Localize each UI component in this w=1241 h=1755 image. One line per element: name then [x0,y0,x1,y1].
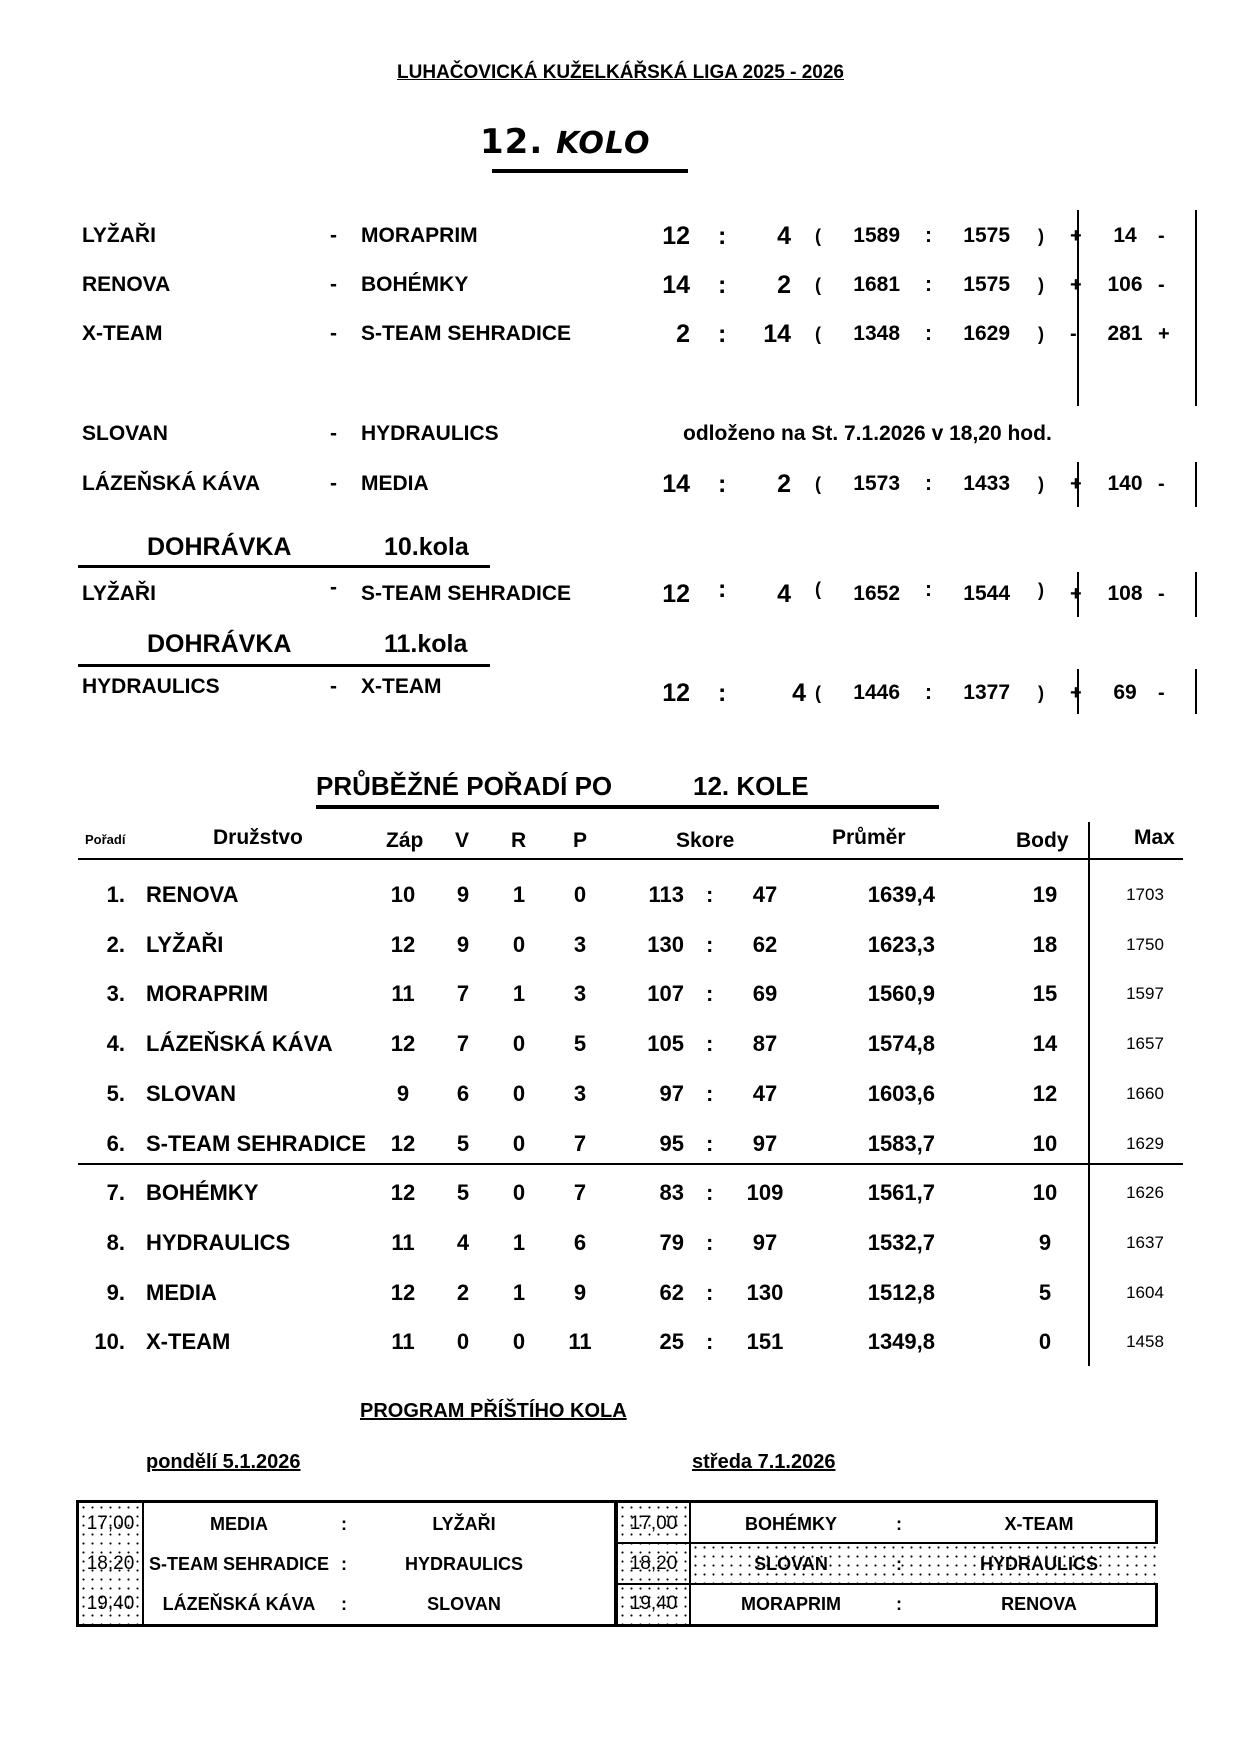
points-home: 14 [662,470,690,498]
average-cell: 1583,7 [867,1130,935,1156]
max-cell: 1657 [1126,1034,1164,1054]
points-away: 2 [777,470,791,498]
match-row [0,576,1241,612]
score-colon: : [706,882,714,907]
max-cell: 1597 [1126,984,1164,1004]
day-date: středa 7.1.2026 [692,1451,836,1473]
max-cell: 1604 [1126,1282,1164,1302]
won-cell: 2 [456,1279,470,1305]
standings-row [0,1273,1241,1313]
standings-underline [316,805,939,809]
separator: - [330,224,337,247]
max-cell: 1750 [1126,934,1164,954]
points-away: 4 [777,222,791,250]
rank-cell: 5. [106,1080,125,1106]
drawn-cell: 0 [512,1080,526,1106]
colon: : [925,273,932,296]
won-cell: 7 [456,981,470,1007]
max-cell: 1703 [1126,885,1164,904]
game-away: LYŽAŘI [432,1514,496,1534]
paren-open: ( [815,474,821,494]
pins-home: 1573 [853,472,900,495]
won-cell: 5 [456,1180,470,1206]
away-team: S-TEAM SEHRADICE [361,322,572,345]
colon: : [925,322,932,345]
game-colon: : [341,1514,347,1534]
paren-open: ( [815,579,821,599]
colon: : [925,472,932,495]
standings-row [0,1024,1241,1064]
separator: - [330,675,337,698]
colon: : [925,224,932,247]
score-for-cell: 79 [659,1229,684,1255]
game-colon: : [896,1554,902,1574]
points-cell: 18 [1032,931,1058,957]
rank-cell: 6. [106,1130,125,1156]
sign-right: - [1158,682,1165,704]
match-row [0,466,1241,502]
match-row [0,316,1241,352]
team-cell: SLOVAN [146,1080,237,1106]
points-home: 12 [662,222,690,250]
game-away: RENOVA [1001,1594,1077,1614]
separator: - [330,472,337,495]
average-cell: 1532,7 [867,1229,935,1255]
score-for-cell: 97 [659,1080,684,1106]
program-table [76,1500,1158,1627]
points-cell: 10 [1032,1180,1058,1206]
colon: : [925,578,932,601]
day-date: pondělí 5.1.2026 [146,1451,301,1473]
won-cell: 6 [456,1080,470,1106]
game-time: 17,00 [629,1513,678,1534]
sign-left: + [1070,225,1082,247]
game-home: BOHÉMKY [744,1514,837,1534]
lost-cell: 7 [573,1130,587,1156]
makeup-round: 10.kola [384,533,469,561]
game-away: HYDRAULICS [404,1554,523,1574]
standings-round: 12. KOLE [693,771,809,801]
sign-left: - [1070,323,1077,345]
max-cell: 1660 [1126,1083,1164,1103]
col-played-header: Záp [386,829,424,852]
lost-cell: 6 [573,1229,587,1255]
separator: - [330,576,337,599]
pin-difference: 14 [1113,224,1137,247]
paren-close: ) [1038,683,1044,703]
points-cell: 12 [1032,1080,1058,1106]
standings-row [0,1223,1241,1263]
played-cell: 10 [390,882,416,907]
col-rank-header: Pořadí [85,832,126,847]
colon: : [718,575,727,603]
team-cell: X-TEAM [146,1329,231,1355]
makeup-round: 11.kola [384,630,468,658]
game-time: 17,00 [86,1513,135,1534]
game-home: SLOVAN [754,1554,828,1574]
pins-away: 1544 [963,582,1010,605]
col-lost-header: P [573,829,588,852]
team-cell: RENOVA [146,882,239,907]
played-cell: 12 [390,931,416,957]
sign-right: + [1158,323,1170,345]
colon: : [925,681,932,704]
won-cell: 4 [456,1229,470,1255]
match-row-postponed [0,416,1241,452]
pin-difference: 69 [1113,681,1137,704]
score-colon: : [706,1080,714,1106]
points-cell: 10 [1032,1130,1058,1156]
col-points-header: Body [1016,829,1069,852]
score-colon: : [706,1229,714,1255]
score-against-cell: 69 [752,981,778,1007]
header-rule [78,858,1183,860]
game-colon: : [896,1594,902,1614]
home-team: SLOVAN [82,422,168,445]
score-for-cell: 105 [647,1031,684,1057]
game-away: X-TEAM [1004,1514,1074,1534]
team-cell: BOHÉMKY [146,1180,259,1206]
played-cell: 11 [391,1329,415,1355]
game-colon: : [896,1514,902,1534]
game-home: LÁZEŇSKÁ KÁVA [162,1594,316,1614]
drawn-cell: 1 [512,882,526,907]
pin-difference: 281 [1107,322,1143,345]
average-cell: 1349,8 [867,1329,935,1355]
standings-row [0,925,1241,965]
points-away: 2 [777,271,791,299]
points-cell: 15 [1032,981,1058,1007]
separator: - [330,422,337,445]
game-away: HYDRAULICS [979,1554,1098,1574]
team-cell: S-TEAM SEHRADICE [146,1130,367,1156]
score-against-cell: 87 [752,1031,778,1057]
score-for-cell: 83 [659,1180,684,1206]
drawn-cell: 0 [512,1180,526,1206]
round-underline [492,169,688,173]
home-team: LYŽAŘI [82,224,156,247]
score-for-cell: 25 [659,1329,684,1355]
game-away: SLOVAN [427,1594,501,1614]
played-cell: 12 [390,1279,416,1305]
col-team-header: Družstvo [213,826,303,849]
max-cell: 1629 [1126,1133,1164,1153]
paren-close: ) [1038,474,1044,494]
score-against-cell: 97 [752,1229,778,1255]
lost-cell: 0 [573,882,587,907]
average-cell: 1561,7 [867,1180,935,1206]
home-team: HYDRAULICS [82,675,220,698]
game-home: S-TEAM SEHRADICE [148,1554,329,1574]
drawn-cell: 1 [512,1279,526,1305]
points-cell: 14 [1032,1031,1058,1057]
score-against-cell: 97 [752,1130,778,1156]
lost-cell: 5 [573,1031,587,1057]
sign-right: - [1158,583,1165,605]
pin-difference: 108 [1107,582,1143,605]
score-for-cell: 95 [659,1130,684,1156]
game-time: 19,40 [629,1593,678,1614]
separator: - [330,273,337,296]
away-team: X-TEAM [361,675,442,698]
standings-row [0,1124,1241,1164]
pins-home: 1446 [853,681,900,704]
points-away: 4 [777,580,791,608]
points-home: 2 [676,320,690,348]
sign-left: + [1070,583,1082,605]
score-for-cell: 62 [659,1279,684,1305]
score-colon: : [706,1329,714,1355]
drawn-cell: 1 [512,981,526,1007]
drawn-cell: 0 [512,1329,526,1355]
col-average-header: Průměr [832,826,906,849]
pin-difference: 106 [1107,273,1143,296]
played-cell: 12 [390,1130,416,1156]
col-won-header: V [455,829,470,852]
sign-right: - [1158,473,1165,495]
game-home: MEDIA [210,1514,268,1534]
played-cell: 9 [396,1080,410,1106]
pin-difference: 140 [1107,472,1143,495]
score-colon: : [706,931,714,957]
won-cell: 7 [456,1031,470,1057]
paren-open: ( [815,275,821,295]
score-colon: : [706,1279,714,1305]
lost-cell: 7 [573,1180,587,1206]
score-colon: : [706,1031,714,1057]
game-time: 18,20 [629,1553,678,1574]
home-team: X-TEAM [82,322,163,345]
home-team: RENOVA [82,273,171,296]
score-for-cell: 107 [647,981,684,1007]
team-cell: MORAPRIM [146,981,269,1007]
col-score-header: Skore [676,829,735,852]
points-away: 14 [763,320,791,348]
makeup-underline [78,664,490,667]
lost-cell: 3 [573,1080,587,1106]
paren-close: ) [1038,275,1044,295]
rank-cell: 4. [106,1031,125,1057]
average-cell: 1623,3 [867,931,935,957]
makeup-underline [78,565,490,568]
score-against-cell: 109 [746,1180,784,1206]
standings-row [0,1322,1241,1362]
average-cell: 1639,4 [867,882,935,907]
match-row-score [0,675,1241,711]
rank-cell: 7. [106,1180,125,1206]
max-cell: 1626 [1126,1183,1164,1203]
played-cell: 12 [390,1180,416,1206]
points-home: 12 [662,580,690,608]
round-word: KOLO [556,126,651,161]
rank-cell: 3. [106,981,125,1007]
won-cell: 5 [456,1130,470,1156]
match-row [0,267,1241,303]
rank-cell: 2. [106,931,125,957]
points-cell: 5 [1038,1279,1052,1305]
standings-title: PRŮBĚŽNÉ POŘADÍ PO [316,771,613,801]
sign-left: + [1070,682,1082,704]
rank-cell: 10. [94,1329,125,1355]
program-title: PROGRAM PŘÍŠTÍHO KOLA [360,1400,627,1422]
drawn-cell: 0 [512,931,526,957]
game-time: 18,20 [86,1553,135,1574]
score-against-cell: 151 [746,1329,784,1355]
points-cell: 9 [1038,1229,1052,1255]
played-cell: 11 [391,981,415,1007]
paren-close: ) [1038,226,1044,246]
away-team: HYDRAULICS [361,422,499,445]
away-team: MEDIA [361,472,429,495]
pins-home: 1589 [853,224,900,247]
score-colon: : [706,1180,714,1206]
drawn-cell: 0 [512,1130,526,1156]
game-home: MORAPRIM [741,1594,841,1614]
rank-cell: 9. [106,1279,125,1305]
won-cell: 0 [456,1329,470,1355]
score-for-cell: 130 [647,931,684,957]
rank-cell: 8. [106,1229,125,1255]
colon: : [718,679,727,707]
col-drawn-header: R [511,829,527,852]
average-cell: 1560,9 [867,981,935,1007]
score-colon: : [706,981,714,1007]
team-cell: LYŽAŘI [146,931,224,957]
team-cell: LÁZEŇSKÁ KÁVA [146,1031,333,1057]
rank-cell: 1. [106,882,125,907]
game-colon: : [341,1554,347,1574]
sign-right: - [1158,225,1165,247]
round-number: 12. [480,122,544,162]
paren-close: ) [1038,324,1044,344]
paren-open: ( [815,324,821,344]
colon: : [718,470,727,498]
away-team: BOHÉMKY [361,273,469,296]
standings-row [0,1074,1241,1114]
makeup-label: DOHRÁVKA [147,630,292,658]
pins-home: 1348 [853,322,900,345]
points-cell: 0 [1038,1329,1052,1355]
score-against-cell: 130 [746,1279,784,1305]
drawn-cell: 0 [512,1031,526,1057]
score-for-cell: 113 [648,882,684,907]
average-cell: 1603,6 [867,1080,935,1106]
pins-away: 1629 [963,322,1010,345]
paren-open: ( [815,683,821,703]
home-team: LÁZEŇSKÁ KÁVA [82,472,261,495]
paren-close: ) [1038,580,1044,600]
sign-left: + [1070,274,1082,296]
away-team: S-TEAM SEHRADICE [361,582,572,605]
away-team: MORAPRIM [361,224,478,247]
pins-away: 1575 [963,224,1010,247]
played-cell: 12 [390,1031,416,1057]
colon: : [718,222,727,250]
pins-away: 1377 [963,681,1010,704]
separator: - [330,322,337,345]
game-time: 19,40 [86,1593,135,1614]
lost-cell: 9 [573,1279,587,1305]
drawn-cell: 1 [512,1229,526,1255]
won-cell: 9 [456,931,470,957]
standings-row [0,1173,1241,1213]
makeup-label: DOHRÁVKA [147,533,292,561]
max-cell: 1458 [1126,1332,1164,1352]
colon: : [718,271,727,299]
sign-left: + [1070,473,1082,495]
average-cell: 1512,8 [867,1279,935,1305]
points-home: 14 [662,271,690,299]
round-title [480,122,650,162]
score-against-cell: 47 [752,1080,778,1106]
score-against-cell: 62 [752,931,778,957]
paren-open: ( [815,226,821,246]
postponed-note: odloženo na St. 7.1.2026 v 18,20 hod. [683,422,1052,445]
game-colon: : [341,1594,347,1614]
score-colon: : [706,1130,714,1156]
standings-row [0,974,1241,1014]
points-home: 12 [662,679,690,707]
col-max-header: Max [1134,826,1175,849]
pins-home: 1652 [853,582,900,605]
home-team: LYŽAŘI [82,582,156,605]
team-cell: HYDRAULICS [146,1229,291,1255]
score-against-cell: 47 [752,882,778,907]
won-cell: 9 [456,882,470,907]
lost-cell: 3 [573,981,587,1007]
pins-home: 1681 [853,273,900,296]
max-cell: 1637 [1126,1232,1164,1252]
league-title: LUHAČOVICKÁ KUŽELKÁŘSKÁ LIGA 2025 - 2026 [397,62,844,83]
played-cell: 11 [391,1229,415,1255]
pins-away: 1433 [963,472,1010,495]
pins-away: 1575 [963,273,1010,296]
average-cell: 1574,8 [867,1031,935,1057]
lost-cell: 11 [568,1329,592,1355]
colon: : [718,320,727,348]
sign-right: - [1158,274,1165,296]
lost-cell: 3 [573,931,587,957]
standings-row [0,875,1241,915]
points-cell: 19 [1032,882,1058,907]
team-cell: MEDIA [146,1279,217,1305]
points-away: 4 [792,679,806,707]
match-row [0,218,1241,254]
